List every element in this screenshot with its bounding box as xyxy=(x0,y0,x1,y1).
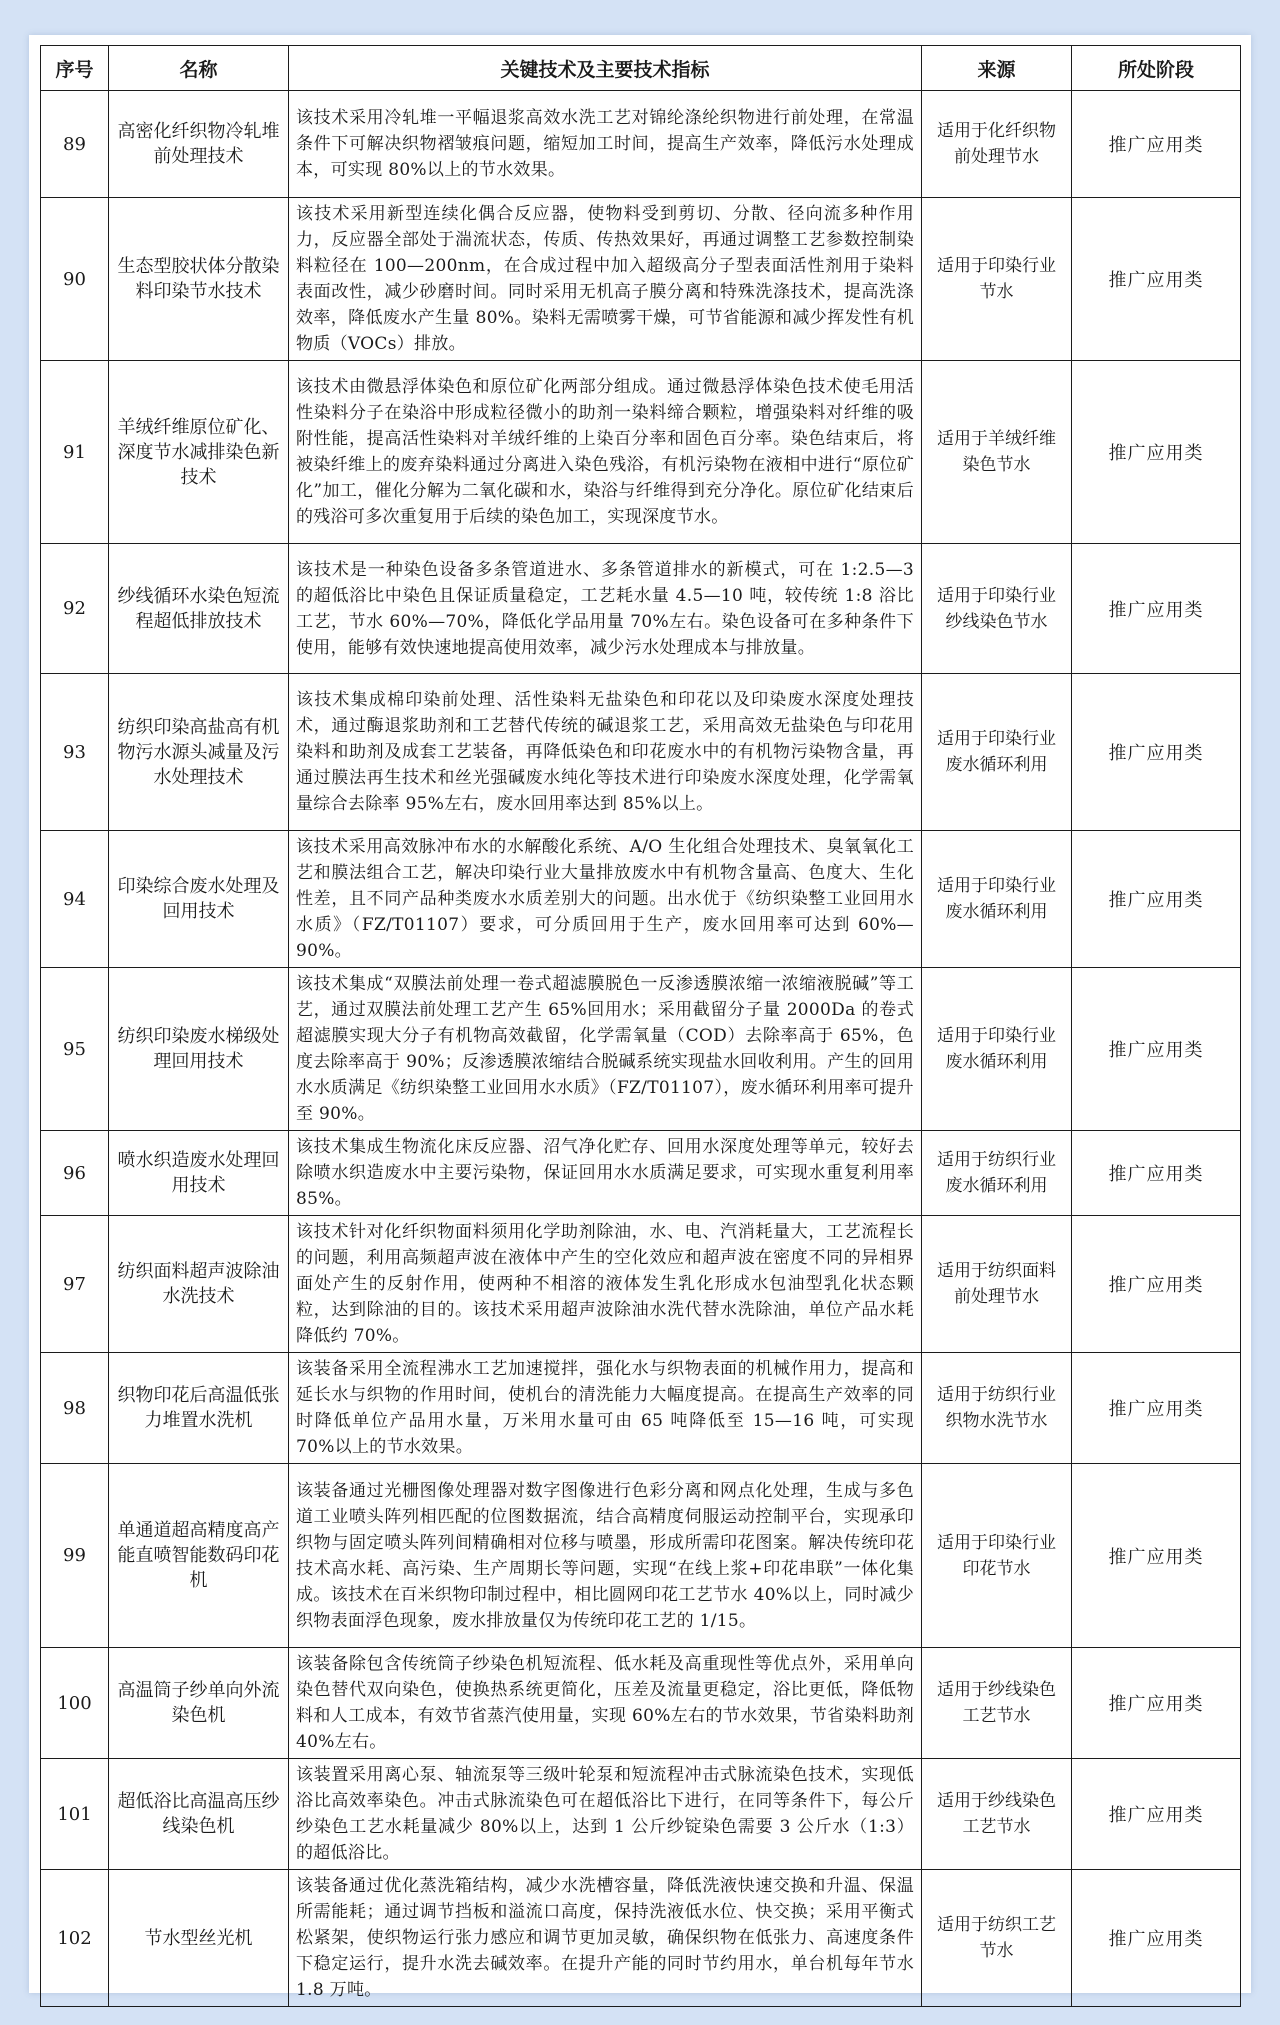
technology-description: 该技术由微悬浮体染色和原位矿化两部分组成。通过微悬浮体染色技术使毛用活性染料分子在染浴中形成粒径微小的助剂一染料缔合颗粒，增强染料对纤维的吸附性能，提高活性染料对羊绒纤维的上染百分率和固色百分率。染色结束后，将被染纤维上的废弃染料通过分离进入染色残浴，有机污染物在液相中进行“原位矿化”加工，催化分解为二氧化碳和水，染浴与纤维得到充分净化。原位矿化结束后的残浴可多次重复用于后续的染色加工，实现深度节水。 xyxy=(289,361,922,544)
application-source: 适用于纺织行业织物水洗节水 xyxy=(922,1353,1072,1464)
application-source: 适用于纺织工艺节水 xyxy=(922,1870,1072,2007)
development-stage: 推广应用类 xyxy=(1072,361,1241,544)
header-name: 名称 xyxy=(109,46,289,91)
row-number: 100 xyxy=(41,1648,109,1759)
table-row xyxy=(41,1759,1241,1870)
application-source: 适用于化纤织物前处理节水 xyxy=(922,91,1072,198)
technology-description: 该技术集成生物流化床反应器、沼气净化贮存、回用水深度处理等单元，较好去除喷水织造废水中主要污染物，保证回用水水质满足要求，可实现水重复利用率 85%。 xyxy=(289,1131,922,1216)
table-row xyxy=(41,1216,1241,1353)
development-stage: 推广应用类 xyxy=(1072,1464,1241,1648)
technology-description: 该装备通过光栅图像处理器对数字图像进行色彩分离和网点化处理，生成与多色道工业喷头阵列相匹配的位图数据流，结合高精度伺服运动控制平台，实现承印织物与固定喷头阵列间精确相对位移与喷墨，形成所需印花图案。解决传统印花技术高水耗、高污染、生产周期长等问题，实现“在线上浆+印花串联”一体化集成。该技术在百米织物印制过程中，相比圆网印花工艺节水 40%以上，同时减少织物表面浮色现象，废水排放量仅为传统印花工艺的 1/15。 xyxy=(289,1464,922,1648)
development-stage: 推广应用类 xyxy=(1072,1759,1241,1870)
technology-description: 该技术集成棉印染前处理、活性染料无盐染色和印花以及印染废水深度处理技术，通过酶退浆助剂和工艺替代传统的碱退浆工艺，采用高效无盐染色与印花用染料和助剂及成套工艺装备，再降低染色和印花废水中的有机物污染物含量，再通过膜法再生技术和丝光强碱废水纯化等技术进行印染废水深度处理，化学需氧量综合去除率 95%左右，废水回用率达到 85%以上。 xyxy=(289,674,922,831)
development-stage: 推广应用类 xyxy=(1072,968,1241,1131)
technology-description: 该技术是一种染色设备多条管道进水、多条管道排水的新模式，可在 1:2.5—3 的超低浴比中染色且保证质量稳定，工艺耗水量 4.5—10 吨，较传统 1:8 浴比工艺，节水 60%—70%，降低化学品用量 70%左右。染色设备可在多种条件下使用，能够有效快速地提高使用效率，减少污水处理成本与排放量。 xyxy=(289,544,922,674)
development-stage: 推广应用类 xyxy=(1072,831,1241,968)
application-source: 适用于羊绒纤维染色节水 xyxy=(922,361,1072,544)
technology-description: 该技术采用冷轧堆一平幅退浆高效水洗工艺对锦纶涤纶织物进行前处理，在常温条件下可解决织物褶皱痕问题，缩短加工时间，提高生产效率，降低污水处理成本，可实现 80%以上的节水效果。 xyxy=(289,91,922,198)
table-row xyxy=(41,361,1241,544)
row-number: 101 xyxy=(41,1759,109,1870)
header-source: 来源 xyxy=(922,46,1072,91)
technology-description: 该技术针对化纤织物面料须用化学助剂除油，水、电、汽消耗量大，工艺流程长的问题，利用高频超声波在液体中产生的空化效应和超声波在密度不同的异相界面处产生的反射作用，使两种不相溶的液体发生乳化形成水包油型乳化状态颗粒，达到除油的目的。该技术采用超声波除油水洗代替水洗除油，单位产品水耗降低约 70%。 xyxy=(289,1216,922,1353)
row-number: 95 xyxy=(41,968,109,1131)
table-header-row xyxy=(41,46,1241,91)
application-source: 适用于印染行业节水 xyxy=(922,198,1072,361)
application-source: 适用于印染行业废水循环利用 xyxy=(922,831,1072,968)
technology-name: 超低浴比高温高压纱线染色机 xyxy=(109,1759,289,1870)
table-row xyxy=(41,968,1241,1131)
table-row xyxy=(41,831,1241,968)
row-number: 91 xyxy=(41,361,109,544)
application-source: 适用于纱线染色工艺节水 xyxy=(922,1648,1072,1759)
row-number: 92 xyxy=(41,544,109,674)
application-source: 适用于印染行业废水循环利用 xyxy=(922,968,1072,1131)
application-source: 适用于纱线染色工艺节水 xyxy=(922,1759,1072,1870)
technology-name: 高密化纤织物冷轧堆前处理技术 xyxy=(109,91,289,198)
technology-name: 纱线循环水染色短流程超低排放技术 xyxy=(109,544,289,674)
technology-description: 该装置采用离心泵、轴流泵等三级叶轮泵和短流程冲击式脉流染色技术，实现低浴比高效率染色。冲击式脉流染色可在超低浴比下进行，在同等条件下，每公斤纱染色工艺水耗量减少 80%以上，达到 1 公斤纱锭染色需要 3 公斤水（1:3）的超低浴比。 xyxy=(289,1759,922,1870)
row-number: 96 xyxy=(41,1131,109,1216)
technology-description: 该技术采用新型连续化偶合反应器，使物料受到剪切、分散、径向流多种作用力，反应器全部处于湍流状态，传质、传热效果好，再通过调整工艺参数控制染料粒径在 100—200nm，在合成过程中加入超级高分子型表面活性剂用于染料表面改性，减少砂磨时间。同时采用无机高子膜分离和特殊洗涤技术，提高洗涤效率，降低废水产生量 80%。染料无需喷雾干燥，可节省能源和减少挥发性有机物质（VOCs）排放。 xyxy=(289,198,922,361)
row-number: 99 xyxy=(41,1464,109,1648)
technology-name: 纺织印染高盐高有机物污水源头减量及污水处理技术 xyxy=(109,674,289,831)
row-number: 93 xyxy=(41,674,109,831)
development-stage: 推广应用类 xyxy=(1072,1648,1241,1759)
development-stage: 推广应用类 xyxy=(1072,198,1241,361)
technology-name: 印染综合废水处理及回用技术 xyxy=(109,831,289,968)
row-number: 97 xyxy=(41,1216,109,1353)
table-row xyxy=(41,674,1241,831)
row-number: 98 xyxy=(41,1353,109,1464)
table-row xyxy=(41,1464,1241,1648)
table-row xyxy=(41,1648,1241,1759)
header-key-technology: 关键技术及主要技术指标 xyxy=(289,46,922,91)
table-row xyxy=(41,198,1241,361)
table-row xyxy=(41,1131,1241,1216)
technology-name: 纺织面料超声波除油水洗技术 xyxy=(109,1216,289,1353)
row-number: 94 xyxy=(41,831,109,968)
header-number: 序号 xyxy=(41,46,109,91)
document-page xyxy=(29,35,1251,2000)
technology-description: 该技术采用高效脉冲布水的水解酸化系统、A/O 生化组合处理技术、臭氧氧化工艺和膜法组合工艺，解决印染行业大量排放废水中有机物含量高、色度大、生化性差，且不同产品种类废水水质差别大的问题。出水优于《纺织染整工业回用水水质》（FZ/T01107）要求，可分质回用于生产，废水回用率可达到 60%—90%。 xyxy=(289,831,922,968)
development-stage: 推广应用类 xyxy=(1072,544,1241,674)
table-row xyxy=(41,1353,1241,1464)
technology-name: 生态型胶状体分散染料印染节水技术 xyxy=(109,198,289,361)
technology-description: 该技术集成“双膜法前处理一卷式超滤膜脱色一反渗透膜浓缩一浓缩液脱碱”等工艺，通过双膜法前处理工艺产生 65%回用水；采用截留分子量 2000Da 的卷式超滤膜实现大分子有机物高效截留，化学需氧量（COD）去除率高于 65%，色度去除率高于 90%；反渗透膜浓缩结合脱碱系统实现盐水回收利用。产生的回用水水质满足《纺织染整工业回用水水质》（FZ/T01107），废水循环利用率可提升至 90%。 xyxy=(289,968,922,1131)
application-source: 适用于纺织面料前处理节水 xyxy=(922,1216,1072,1353)
application-source: 适用于印染行业废水循环利用 xyxy=(922,674,1072,831)
technology-name: 单通道超高精度高产能直喷智能数码印花机 xyxy=(109,1464,289,1648)
technology-name: 节水型丝光机 xyxy=(109,1870,289,2007)
application-source: 适用于印染行业印花节水 xyxy=(922,1464,1072,1648)
table-row xyxy=(41,91,1241,198)
technology-name: 高温筒子纱单向外流染色机 xyxy=(109,1648,289,1759)
development-stage: 推广应用类 xyxy=(1072,1131,1241,1216)
table-row xyxy=(41,1870,1241,2007)
technology-description: 该装备除包含传统筒子纱染色机短流程、低水耗及高重现性等优点外，采用单向染色替代双向染色，使换热系统更简化，压差及流量更稳定，浴比更低，降低物料和人工成本，有效节省蒸汽使用量，实现 60%左右的节水效果，节省染料助剂 40%左右。 xyxy=(289,1648,922,1759)
table-row xyxy=(41,544,1241,674)
technology-name: 喷水织造废水处理回用技术 xyxy=(109,1131,289,1216)
development-stage: 推广应用类 xyxy=(1072,1353,1241,1464)
technology-name: 纺织印染废水梯级处理回用技术 xyxy=(109,968,289,1131)
development-stage: 推广应用类 xyxy=(1072,1870,1241,2007)
row-number: 90 xyxy=(41,198,109,361)
development-stage: 推广应用类 xyxy=(1072,1216,1241,1353)
development-stage: 推广应用类 xyxy=(1072,91,1241,198)
technology-name: 羊绒纤维原位矿化、深度节水减排染色新技术 xyxy=(109,361,289,544)
row-number: 89 xyxy=(41,91,109,198)
application-source: 适用于印染行业纱线染色节水 xyxy=(922,544,1072,674)
technology-table xyxy=(40,45,1241,2007)
header-stage: 所处阶段 xyxy=(1072,46,1241,91)
technology-name: 织物印花后高温低张力堆置水洗机 xyxy=(109,1353,289,1464)
development-stage: 推广应用类 xyxy=(1072,674,1241,831)
technology-description: 该装备通过优化蒸洗箱结构，减少水洗槽容量，降低洗液快速交换和升温、保温所需能耗；通过调节挡板和溢流口高度，保持洗液低水位、快交换；采用平衡式松紧架，使织物运行张力感应和调节更加灵敏，确保织物在低张力、高速度条件下稳定运行，提升水洗去碱效率。在提升产能的同时节约用水，单台机每年节水 1.8 万吨。 xyxy=(289,1870,922,2007)
technology-description: 该装备采用全流程沸水工艺加速搅拌，强化水与织物表面的机械作用力，提高和延长水与织物的作用时间，使机台的清洗能力大幅度提高。在提高生产效率的同时降低单位产品用水量，万米用水量可由 65 吨降低至 15—16 吨，可实现 70%以上的节水效果。 xyxy=(289,1353,922,1464)
application-source: 适用于纺织行业废水循环利用 xyxy=(922,1131,1072,1216)
row-number: 102 xyxy=(41,1870,109,2007)
